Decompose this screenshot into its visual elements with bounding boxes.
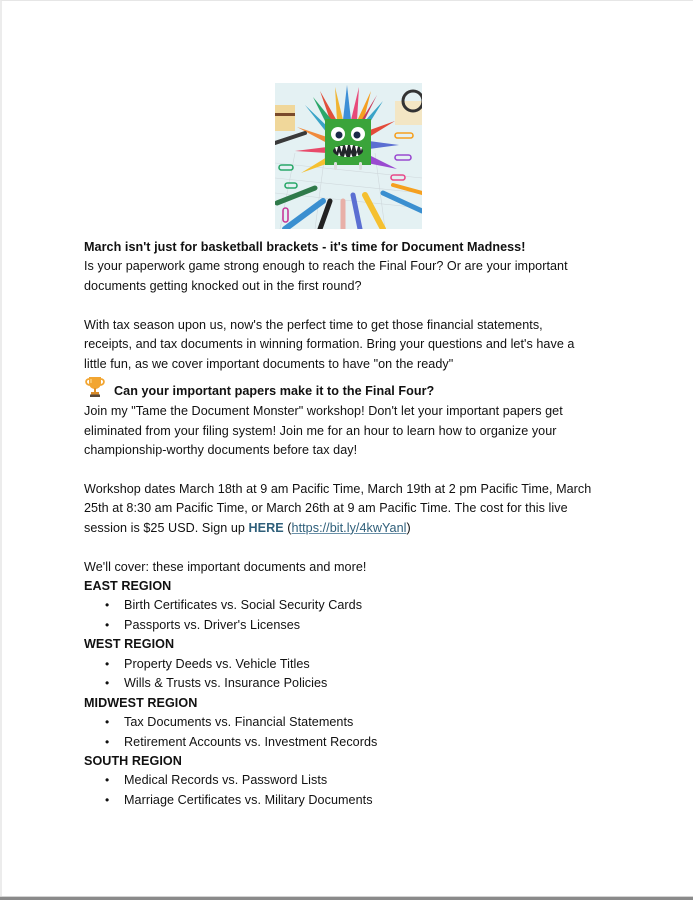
region-list-west — [84, 655, 624, 694]
list-item-text: Wills & Trusts vs. Insurance Policies — [124, 676, 328, 691]
cover-intro: We'll cover: these important documents and more! — [84, 559, 367, 574]
trophy-heading-text: Can your important papers make it to the Final Four? — [114, 384, 435, 399]
region-heading-midwest: MIDWEST REGION — [84, 695, 198, 710]
intro-line: Is your paperwork game strong enough to reach the Final Four? Or are your important — [84, 259, 568, 274]
dates-line: Workshop dates March 18th at 9 am Pacific Time, March 19th at 2 pm Pacific Time, March — [84, 481, 592, 496]
tax-season-line: receipts, and tax documents in winning formation. Bring your questions and let's have a — [84, 337, 575, 352]
bullet: • — [105, 715, 110, 730]
window-bottom-edge — [0, 896, 693, 900]
spacer — [84, 538, 624, 557]
workshop-line: Join my "Tame the Document Monster" workshop! Don't let your important papers get — [84, 404, 563, 419]
flyer-body — [84, 238, 624, 810]
region-list-midwest — [84, 713, 624, 752]
bullet: • — [105, 617, 110, 632]
list-item-text: Tax Documents vs. Financial Statements — [124, 715, 354, 730]
workshop-line: eliminated from your filing system! Join me for an hour to learn how to organize your — [84, 423, 557, 438]
list-item-text: Medical Records vs. Password Lists — [124, 773, 328, 788]
signup-here-link[interactable]: HERE — [248, 520, 284, 535]
bullet: • — [105, 734, 110, 749]
list-item — [84, 596, 624, 615]
spacer — [84, 296, 624, 315]
bullet: • — [105, 656, 110, 671]
region-heading-south: SOUTH REGION — [84, 753, 182, 768]
list-item — [84, 674, 624, 693]
list-item — [84, 771, 624, 790]
region-heading-west: WEST REGION — [84, 637, 175, 652]
signup-url-link[interactable]: https://bit.ly/4kwYanl — [291, 520, 407, 535]
list-item — [84, 713, 624, 732]
open-paren: ( — [283, 520, 292, 535]
list-item-text: Birth Certificates vs. Social Security Cards — [124, 598, 363, 613]
close-paren: ) — [406, 520, 411, 535]
list-item-text: Retirement Accounts vs. Investment Records — [124, 734, 378, 749]
bullet: • — [105, 792, 110, 807]
signup-prefix: session is $25 USD. Sign up — [84, 520, 249, 535]
document-monster-image — [275, 83, 422, 229]
region-list-south — [84, 771, 624, 810]
workshop-line: championship-worthy documents before tax day! — [84, 442, 358, 457]
trophy-heading — [84, 374, 624, 402]
bullet: • — [105, 598, 110, 613]
list-item — [84, 733, 624, 752]
list-item-text: Passports vs. Driver's Licenses — [124, 617, 301, 632]
list-item — [84, 791, 624, 810]
region-heading-east: EAST REGION — [84, 579, 172, 593]
dates-line: 25th at 8:30 am Pacific Time, or March 26th at 9 am Pacific Time. The cost for this live — [84, 501, 568, 516]
bullet: • — [105, 773, 110, 788]
list-item — [84, 655, 624, 674]
intro-line: documents getting knocked out in the first round? — [84, 278, 362, 293]
tax-season-line: With tax season upon us, now's the perfect time to get those financial statements, — [84, 317, 543, 332]
tax-season-line: little fun, as we cover important documents to have "on the ready" — [84, 356, 454, 371]
list-item — [84, 616, 624, 635]
bullet: • — [105, 676, 110, 691]
list-item-text: Marriage Certificates vs. Military Documents — [124, 792, 373, 807]
spacer — [84, 460, 624, 479]
headline: March isn't just for basketball brackets - it's time for Document Madness! — [84, 240, 526, 254]
monster-illustration — [275, 83, 422, 229]
signup-line — [84, 519, 624, 538]
region-list-east — [84, 596, 624, 635]
list-item-text: Property Deeds vs. Vehicle Titles — [124, 656, 310, 671]
trophy-icon — [84, 374, 106, 398]
